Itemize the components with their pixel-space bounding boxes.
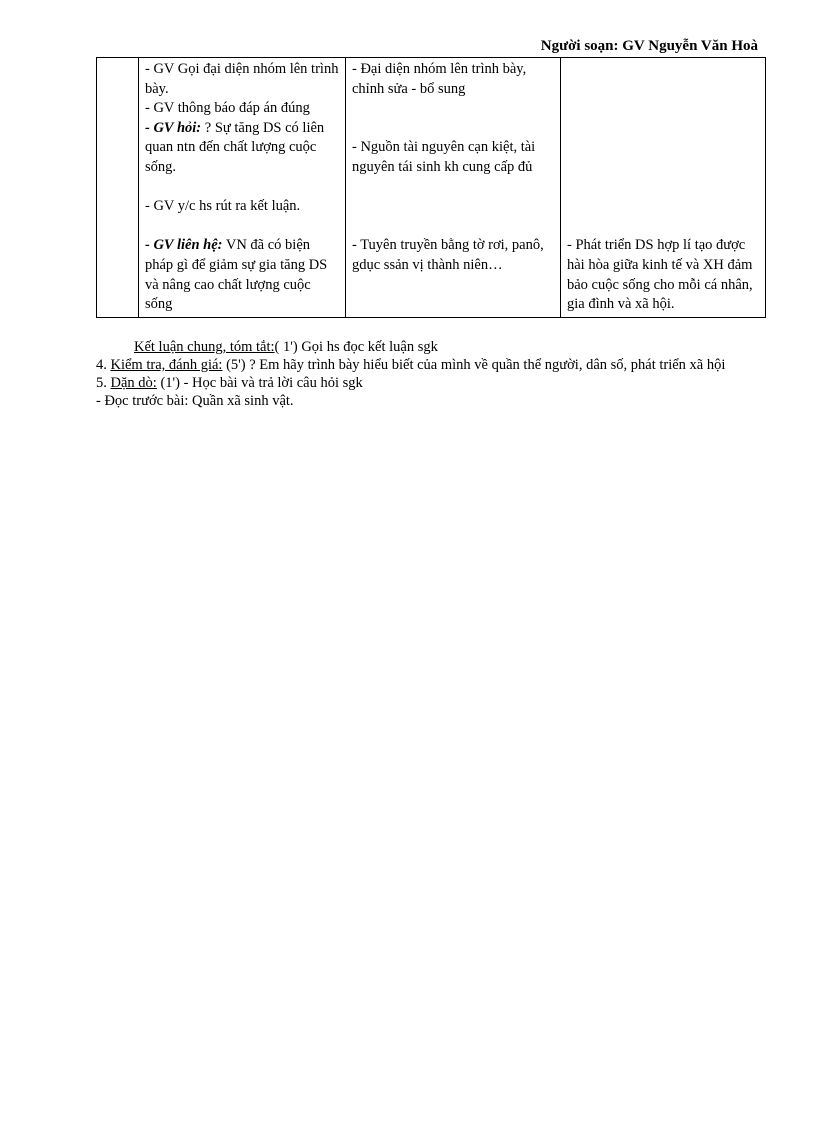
homework-text: (1') - Học bài và trả lời câu hỏi sgk	[156, 375, 363, 391]
teacher-step-5	[145, 236, 340, 314]
teacher-relate-text: VN đã có biện pháp gì để giảm sự gia tăng DS và nâng cao chất lượng cuộc sống	[145, 237, 328, 313]
teacher-ask-label: - GV hỏi:	[145, 119, 202, 136]
teacher-activity-cell	[139, 58, 346, 318]
table-row	[97, 58, 766, 318]
student-step-2: - Nguồn tài nguyên cạn kiệt, tài nguyên tái sinh kh cung cấp đủ	[352, 139, 536, 175]
prepare-line: - Đọc trước bài: Quần xã sinh vật.	[96, 393, 294, 409]
student-step-3: - Tuyên truyền bằng tờ rơi, panô, gdục ssản vị thành niên…	[352, 237, 544, 273]
homework-line	[96, 374, 786, 392]
teacher-step-4: - GV y/c hs rút ra kết luận.	[145, 198, 301, 215]
teacher-ask-text: ? Sự tăng DS có liên quan ntn đến chất lượng cuộc sống.	[145, 119, 325, 175]
conclusion-line	[96, 338, 786, 356]
lesson-table	[96, 57, 766, 318]
homework-label: Dặn dò:	[110, 375, 157, 391]
content-cell	[561, 58, 766, 318]
student-step-1: - Đại diện nhóm lên trình bày, chỉnh sửa - bổ sung	[352, 61, 527, 97]
check-text: (5') ? Em hãy trình bày hiểu biết của mình về quần thể người, dân số, phát triển xã hội	[222, 357, 726, 373]
check-label: Kiểm tra, đánh giá:	[110, 357, 223, 373]
conclusion-text: ( 1') Gọi hs đọc kết luận sgk	[274, 339, 438, 355]
teacher-step-1: - GV Gọi đại diện nhóm lên trình bày.	[145, 61, 339, 97]
empty-cell	[97, 58, 139, 318]
check-number: 4.	[96, 357, 107, 373]
homework-number: 5.	[96, 375, 107, 391]
post-table-section	[96, 338, 786, 410]
student-activity-cell	[346, 58, 561, 318]
teacher-step-2: - GV thông báo đáp án đúng	[145, 100, 310, 117]
check-line	[96, 356, 786, 374]
teacher-step-3	[145, 119, 340, 178]
teacher-relate-label: - GV liên hệ:	[145, 237, 223, 254]
author-header: Người soạn: GV Nguyễn Văn Hoà	[540, 38, 758, 54]
content-conclusion: - Phát triển DS hợp lí tạo được hài hòa giữa kinh tế và XH đảm bảo cuộc sống cho mỗi cá nhân, gia đình và xã hội.	[567, 237, 753, 313]
conclusion-label: Kết luận chung, tóm tắt:	[134, 339, 275, 355]
